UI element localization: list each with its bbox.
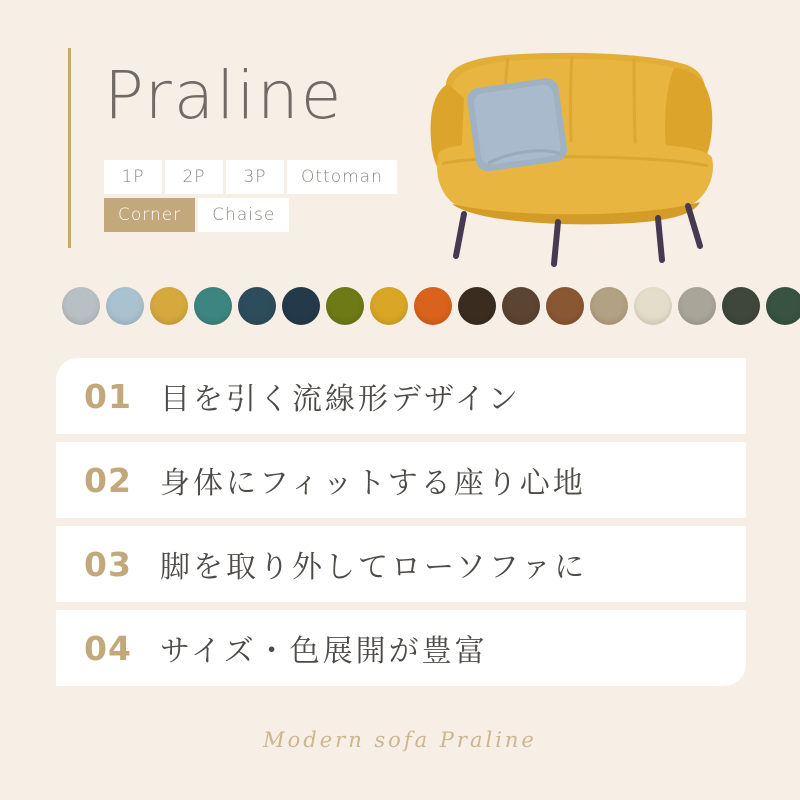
variant-chip-2p[interactable]: 2P [165, 160, 223, 194]
swatch-light-gray[interactable] [62, 287, 100, 325]
feature-list [56, 358, 746, 694]
variant-chip-ottoman[interactable]: Ottoman [287, 160, 397, 194]
feature-number: 01 [84, 376, 132, 416]
list-item [56, 358, 746, 434]
feature-number: 02 [84, 460, 132, 500]
header-section [0, 0, 800, 268]
sofa-illustration [412, 38, 742, 268]
feature-number: 04 [84, 628, 132, 668]
swatch-olive-green[interactable] [326, 287, 364, 325]
swatch-coffee-brown[interactable] [502, 287, 540, 325]
variant-row-2 [104, 198, 444, 232]
swatch-forest-green[interactable] [766, 287, 800, 325]
feature-text: サイズ・色展開が豊富 [160, 634, 488, 669]
swatch-navy[interactable] [282, 287, 320, 325]
variant-row-1 [104, 160, 444, 194]
list-item [56, 442, 746, 518]
swatch-teal[interactable] [194, 287, 232, 325]
color-swatch-row [62, 282, 742, 330]
product-image-corner-sofa [412, 38, 742, 268]
page-title: Praline [104, 57, 344, 134]
swatch-dark-brown[interactable] [458, 287, 496, 325]
feature-number: 03 [84, 544, 132, 584]
swatch-golden-yellow[interactable] [370, 287, 408, 325]
swatch-dark-teal[interactable] [238, 287, 276, 325]
list-item [56, 526, 746, 602]
feature-text: 目を引く流線形デザイン [160, 382, 521, 417]
swatch-mustard-light[interactable] [150, 287, 188, 325]
feature-text: 脚を取り外してローソファに [160, 550, 588, 585]
variant-chip-corner[interactable]: Corner [104, 198, 195, 232]
footer-caption: Modern sofa Praline [263, 728, 537, 752]
swatch-orange[interactable] [414, 287, 452, 325]
swatch-warm-gray[interactable] [678, 287, 716, 325]
variant-chip-chaise[interactable]: Chaise [198, 198, 289, 232]
swatch-sienna[interactable] [546, 287, 584, 325]
swatch-dark-olive[interactable] [722, 287, 760, 325]
variant-chip-3p[interactable]: 3P [226, 160, 284, 194]
title-accent-rule [68, 48, 71, 248]
swatch-cream[interactable] [634, 287, 672, 325]
feature-text: 身体にフィットする座り心地 [160, 466, 586, 501]
swatch-taupe[interactable] [590, 287, 628, 325]
variant-chip-1p[interactable]: 1P [104, 160, 162, 194]
list-item [56, 610, 746, 686]
variant-chip-group [104, 160, 444, 236]
swatch-pale-blue[interactable] [106, 287, 144, 325]
